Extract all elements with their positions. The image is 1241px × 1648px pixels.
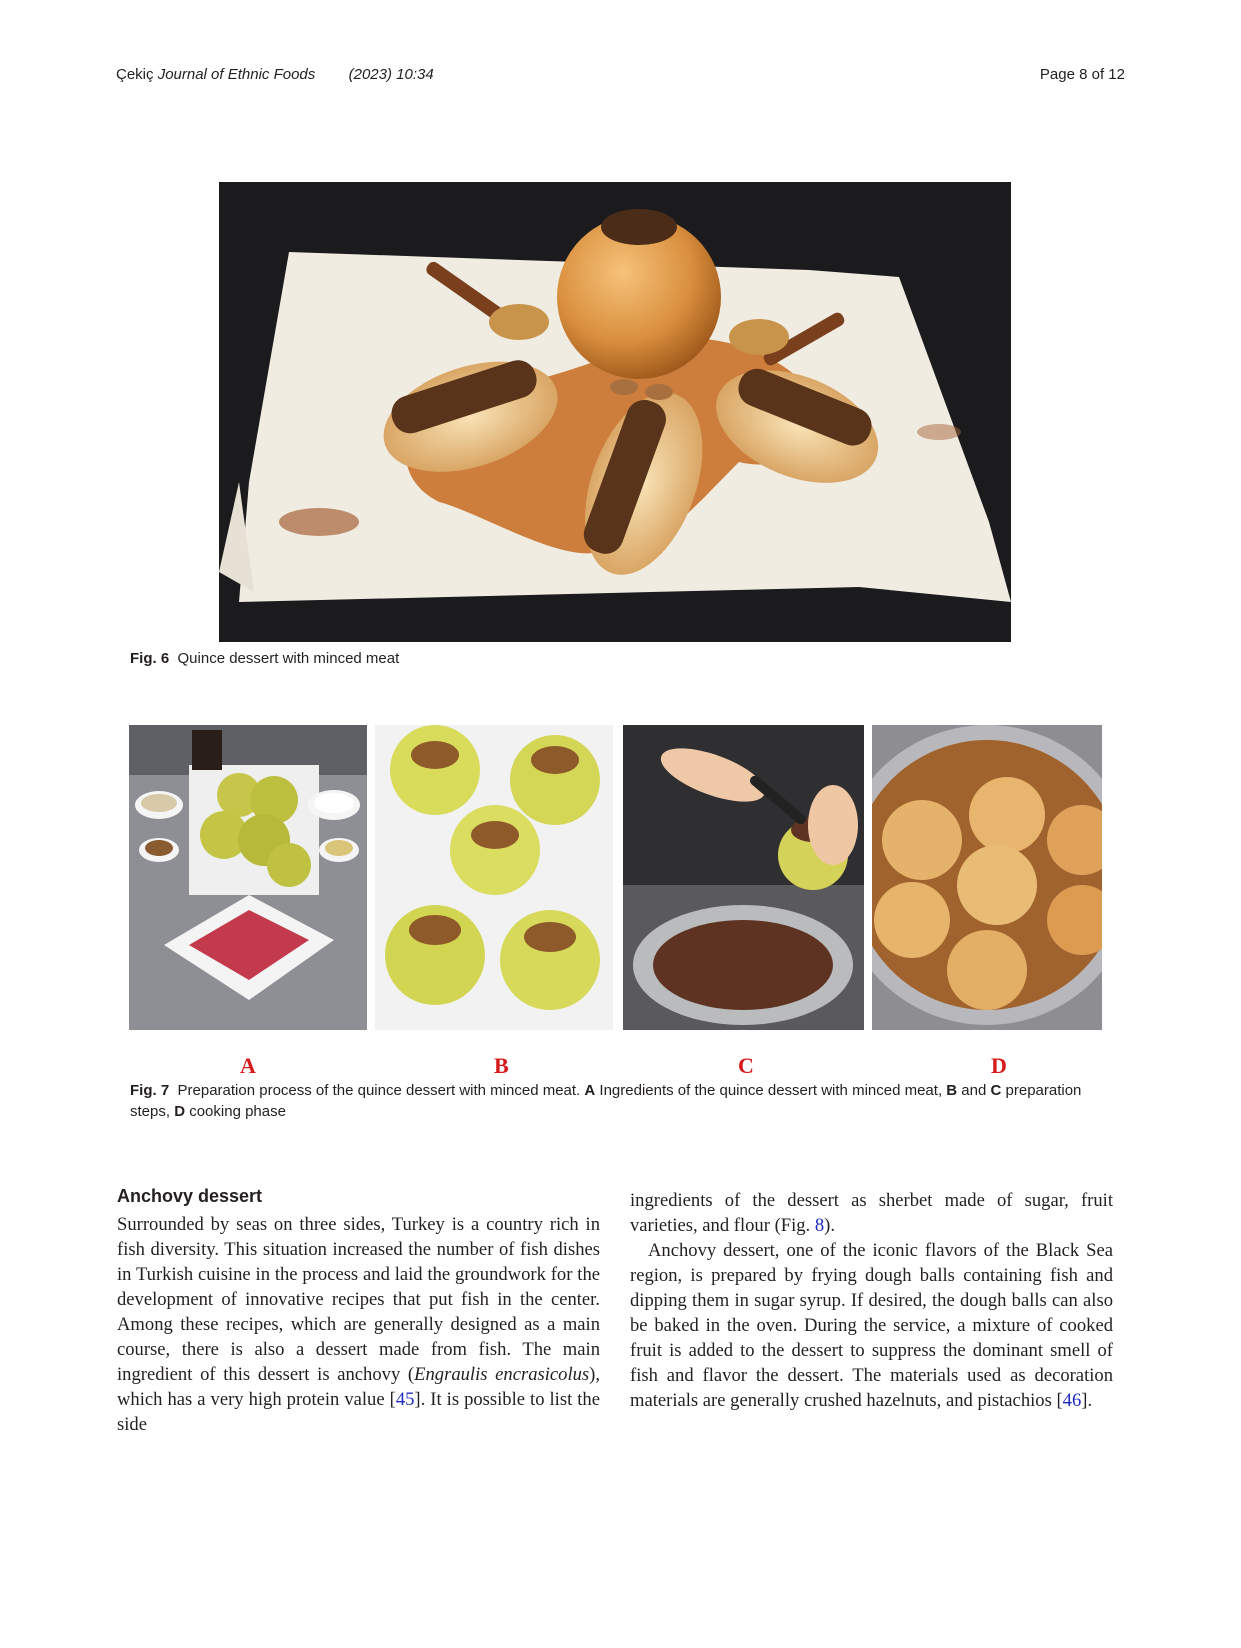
panel-label-d: D xyxy=(991,1053,1007,1078)
section-heading: Anchovy dessert xyxy=(117,1186,263,1206)
figure-8-link[interactable]: 8 xyxy=(814,1215,825,1236)
caption-text-a: Ingredients of the quince dessert with minced meat, xyxy=(599,1082,943,1099)
figure-7-panel-a-image xyxy=(129,725,367,1030)
quince-dessert-plate-image xyxy=(219,182,1011,642)
cooking-quinces-pot-image xyxy=(872,725,1102,1030)
journal-name: Journal of Ethnic Foods xyxy=(157,66,316,83)
caption-text-c: preparation steps, xyxy=(130,1082,1082,1120)
figure-7-caption xyxy=(130,1080,1110,1122)
caption-key-c: C xyxy=(990,1082,1002,1099)
paragraph-text: ingredients of the dessert as sherbet made of sugar, fruit varieties, and flour (Fig. xyxy=(630,1190,1113,1236)
page-number: Page 8 of 12 xyxy=(1039,66,1125,83)
caption-and: and xyxy=(961,1082,987,1099)
ingredients-image xyxy=(129,725,367,1030)
paragraph-text: ), which has a very high protein value [ xyxy=(117,1364,600,1410)
figure-6-label: Fig. 6 xyxy=(130,650,170,667)
citation: (2023) 10:34 xyxy=(348,66,434,83)
paragraph-text: Anchovy dessert, one of the iconic flavors of the Black Sea region, is prepared by frying dough balls containing fish and dipping them in sugar syrup. If desired, the dough balls can also be baked in the oven. During the service, a mixture of cooked fruit is added to the dessert to suppress the dominant smell of fish and flavor the dessert. The materials used as decoration materials are generally crushed hazelnuts, and pistachios [ xyxy=(630,1240,1113,1411)
body-column-left xyxy=(117,1212,600,1437)
body-column-right xyxy=(630,1188,1113,1413)
stuffing-quince-image xyxy=(623,725,864,1030)
figure-6-caption-text: Quince dessert with minced meat xyxy=(177,650,400,667)
paragraph-text: ). xyxy=(824,1215,835,1236)
figure-6-caption xyxy=(130,648,399,669)
panel-label-a: A xyxy=(240,1053,256,1078)
caption-key-b: B xyxy=(946,1082,958,1099)
caption-key-a: A xyxy=(584,1082,596,1099)
figure-7-panel-d-image xyxy=(872,725,1102,1030)
paragraph xyxy=(630,1188,1113,1238)
figure-7-caption-intro: Preparation process of the quince dessert with minced meat. xyxy=(177,1082,581,1099)
figure-7-label: Fig. 7 xyxy=(130,1082,170,1099)
running-header xyxy=(116,66,434,83)
panel-label-c: C xyxy=(738,1053,754,1078)
hollowed-quinces-image xyxy=(375,725,613,1030)
reference-link-45[interactable]: 45 xyxy=(395,1389,415,1410)
panel-label-b: B xyxy=(494,1053,509,1078)
caption-text-d: cooking phase xyxy=(189,1103,286,1120)
figure-7-panel-b-image xyxy=(375,725,613,1030)
figure-7-panel-c-image xyxy=(623,725,864,1030)
caption-key-d: D xyxy=(174,1103,186,1120)
author: Çekiç xyxy=(116,66,154,83)
paragraph-text: Surrounded by seas on three sides, Turkey is a country rich in fish diversity. This situation increased the number of fish dishes in Turkish cuisine in the process and laid the groundwork for the development of innovative recipes that put fish in the center. Among these recipes, which are generally designed as a main course, there is also a dessert made from fish. The main ingredient of this dessert is anchovy ( xyxy=(117,1214,600,1385)
paragraph-text: ]. It is possible to list the side xyxy=(117,1389,600,1435)
paragraph xyxy=(117,1212,600,1437)
species-name: Engraulis encrasicolus xyxy=(414,1364,590,1385)
paragraph xyxy=(630,1238,1113,1413)
figure-6-photo xyxy=(219,182,1011,642)
reference-link-46[interactable]: 46 xyxy=(1062,1390,1082,1411)
paragraph-text: ]. xyxy=(1081,1390,1093,1411)
